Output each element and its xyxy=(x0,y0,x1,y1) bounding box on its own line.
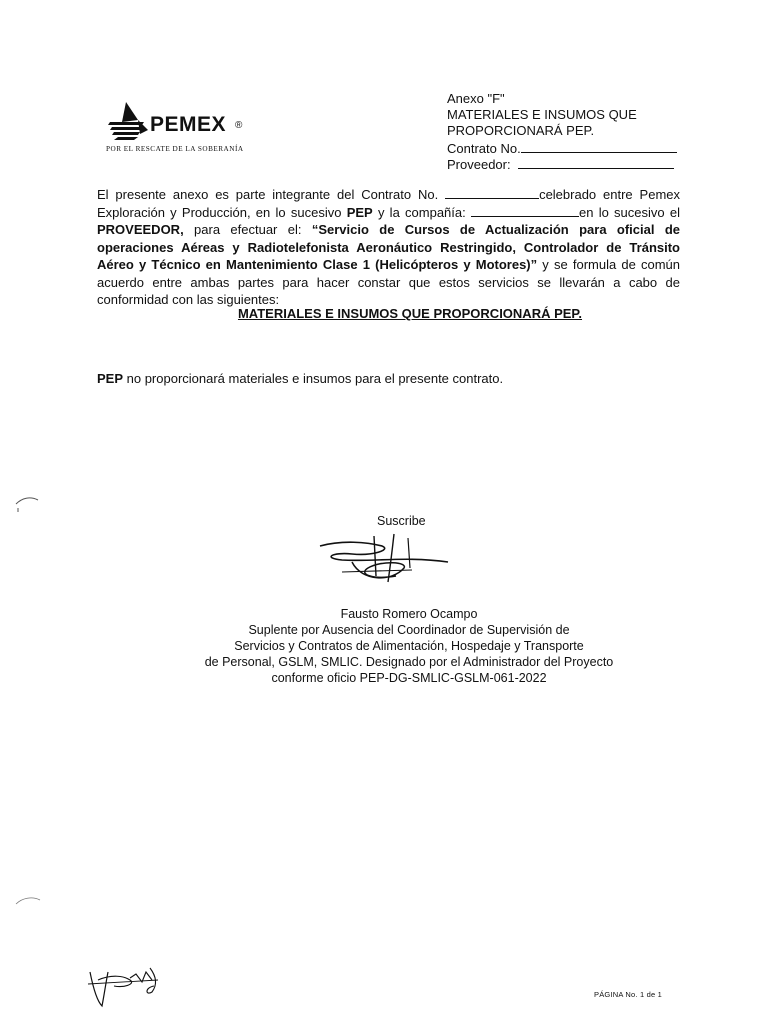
section-heading: MATERIALES E INSUMOS QUE PROPORCIONARÁ PEP. xyxy=(237,306,583,321)
scan-mark-icon xyxy=(14,494,40,514)
statement: PEP no proporcionará materiales e insumos para el presente contrato. xyxy=(97,371,504,386)
signer-name: Fausto Romero Ocampo xyxy=(340,607,478,621)
provider-blank xyxy=(518,156,674,169)
annex-title-line1: MATERIALES E INSUMOS QUE xyxy=(447,107,637,122)
annex-body-paragraph: El presente anexo es parte integrante del Contrato No. celebrado entre Pemex Exploración y Producción, en lo sucesivo PEP y la compañía: en lo sucesivo el PROVEEDOR, para efectuar el: “Servicio de Cursos de Actualización para oficial de operaciones Aéreas y Radiotelefonista Aeronáutico Restringido, Controlador de Tránsito Aéreo y Técnico en Mantenimiento Clase 1 (Helicópteros y Motores)” y se formula de común acuerdo entre ambas partes para hacer constar que estos servicios se llevarán a cabo de conformidad con las siguientes: xyxy=(97,187,680,307)
subscribe-label: Suscribe xyxy=(377,514,426,528)
contract-no-blank xyxy=(445,187,539,199)
logo-tagline: POR EL RESCATE DE LA SOBERANÍA xyxy=(106,145,244,153)
signer-title-line4: conforme oficio PEP-DG-SMLIC-GSLM-061-2022 xyxy=(271,671,547,685)
contract-label: Contrato No. xyxy=(447,141,521,156)
service-name: “Servicio de Cursos de Actualización para oficial de operaciones Aéreas y Radiotelefonista Aeronáutico Restringido, Controlador de Tránsito Aéreo y Técnico en Mantenimiento Clase 1 (Helicópteros y Motores)” xyxy=(97,222,680,272)
logo-registered-mark: ® xyxy=(235,120,243,131)
signer-title-line2: Servicios y Contratos de Alimentación, Hospedaje y Transporte xyxy=(234,639,584,653)
annex-title-line2: PROPORCIONARÁ PEP. xyxy=(447,123,595,138)
annex-label: Anexo "F" xyxy=(447,91,505,106)
scan-mark-icon xyxy=(14,892,42,912)
provider-label: Proveedor: xyxy=(447,157,511,172)
provider-field xyxy=(447,156,674,173)
contract-field xyxy=(447,140,677,157)
initials-scribble-icon xyxy=(84,962,168,1008)
page-number: PÁGINA No. 1 de 1 xyxy=(594,990,663,999)
handwritten-signature-icon xyxy=(312,532,452,590)
signer-title-line3: de Personal, GSLM, SMLIC. Designado por el Administrador del Proyecto xyxy=(204,655,614,669)
signer-title-line1: Suplente por Ausencia del Coordinador de Supervisión de xyxy=(248,623,570,637)
contract-number-blank xyxy=(521,140,677,153)
company-blank xyxy=(471,205,579,217)
logo-brand: PEMEX xyxy=(150,113,227,136)
